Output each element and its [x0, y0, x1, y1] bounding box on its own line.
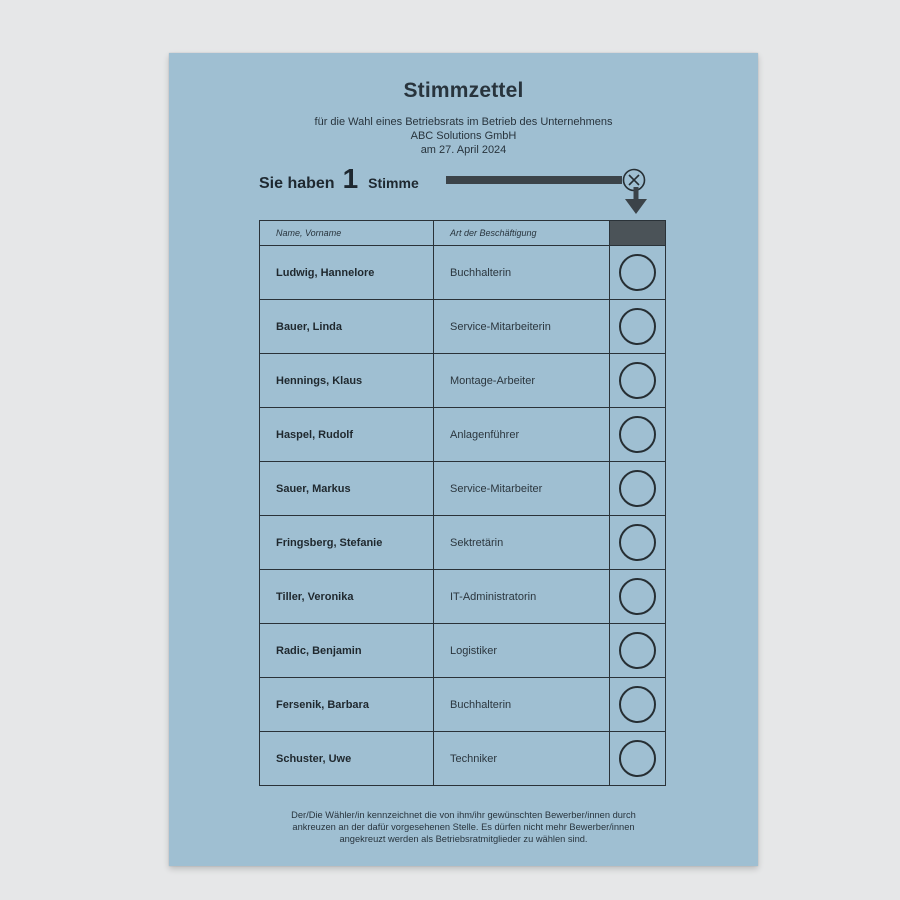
column-header-mark	[610, 221, 666, 246]
candidate-name: Hennings, Klaus	[260, 354, 434, 408]
table-row	[260, 462, 666, 516]
candidate-name: Fringsberg, Stefanie	[260, 516, 434, 570]
vote-cell	[610, 354, 666, 408]
candidate-job: Buchhalterin	[434, 678, 610, 732]
candidate-job: Techniker	[434, 732, 610, 786]
table-row	[260, 408, 666, 462]
ballot-paper	[169, 53, 758, 866]
candidate-job: Logistiker	[434, 624, 610, 678]
instruction-line-3: angekreuzt werden als Betriebsratmitglieder zu wählen sind.	[339, 834, 588, 844]
table-row	[260, 624, 666, 678]
votes-suffix: Stimme	[368, 175, 419, 191]
column-header-name: Name, Vorname	[260, 221, 434, 246]
table-row	[260, 516, 666, 570]
company-name: ABC Solutions GmbH	[410, 130, 517, 142]
table-row	[260, 246, 666, 300]
table-row	[260, 570, 666, 624]
ballot-instructions	[269, 809, 658, 845]
candidate-name: Radic, Benjamin	[260, 624, 434, 678]
column-header-job: Art der Beschäftigung	[434, 221, 610, 246]
ballot-title: Stimmzettel	[403, 79, 524, 102]
vote-circle[interactable]	[619, 524, 656, 561]
candidate-job: Sektretärin	[434, 516, 610, 570]
vote-circle[interactable]	[619, 686, 656, 723]
vote-circle[interactable]	[619, 308, 656, 345]
candidate-job: Montage-Arbeiter	[434, 354, 610, 408]
vote-cell	[610, 462, 666, 516]
table-row	[260, 678, 666, 732]
candidate-name: Bauer, Linda	[260, 300, 434, 354]
candidate-name: Tiller, Veronika	[260, 570, 434, 624]
table-row	[260, 300, 666, 354]
vote-cell	[610, 624, 666, 678]
instruction-line-1: Der/Die Wähler/in kennzeichnet die von ihm/ihr gewünschten Bewerber/innen durch	[291, 810, 636, 820]
election-date: am 27. April 2024	[420, 144, 507, 156]
votes-prefix: Sie haben	[259, 175, 335, 192]
vote-circle[interactable]	[619, 362, 656, 399]
instruction-line-2: ankreuzen an der dafür vorgesehenen Stelle. Es dürfen nicht mehr Bewerber/innen	[292, 822, 635, 832]
vote-cell	[610, 246, 666, 300]
candidate-name: Sauer, Markus	[260, 462, 434, 516]
candidate-name: Haspel, Rudolf	[260, 408, 434, 462]
vote-cell	[610, 300, 666, 354]
vote-circle[interactable]	[619, 632, 656, 669]
ballot-subtitle	[169, 115, 758, 157]
vote-circle[interactable]	[619, 578, 656, 615]
vote-circle[interactable]	[619, 254, 656, 291]
vote-cell	[610, 732, 666, 786]
vote-circle[interactable]	[619, 416, 656, 453]
table-header-row	[260, 221, 666, 246]
vote-circle[interactable]	[619, 470, 656, 507]
candidate-name: Ludwig, Hannelore	[260, 246, 434, 300]
table-row	[260, 354, 666, 408]
candidate-job: Service-Mitarbeiter	[434, 462, 610, 516]
vote-cell	[610, 678, 666, 732]
candidate-name: Fersenik, Barbara	[260, 678, 434, 732]
candidate-table	[259, 220, 666, 786]
arrow-down-icon	[624, 187, 648, 215]
guide-bar	[446, 176, 622, 184]
candidate-job: Service-Mitarbeiterin	[434, 300, 610, 354]
candidate-job: Buchhalterin	[434, 246, 610, 300]
subtitle-line-1: für die Wahl eines Betriebsrats im Betrieb des Unternehmens	[314, 116, 613, 128]
vote-circle[interactable]	[619, 740, 656, 777]
candidate-name: Schuster, Uwe	[260, 732, 434, 786]
votes-count: 1	[342, 163, 359, 194]
votes-instruction	[259, 165, 419, 195]
vote-cell	[610, 516, 666, 570]
table-row	[260, 732, 666, 786]
vote-cell	[610, 570, 666, 624]
candidate-job: IT-Administratorin	[434, 570, 610, 624]
candidate-job: Anlagenführer	[434, 408, 610, 462]
vote-cell	[610, 408, 666, 462]
